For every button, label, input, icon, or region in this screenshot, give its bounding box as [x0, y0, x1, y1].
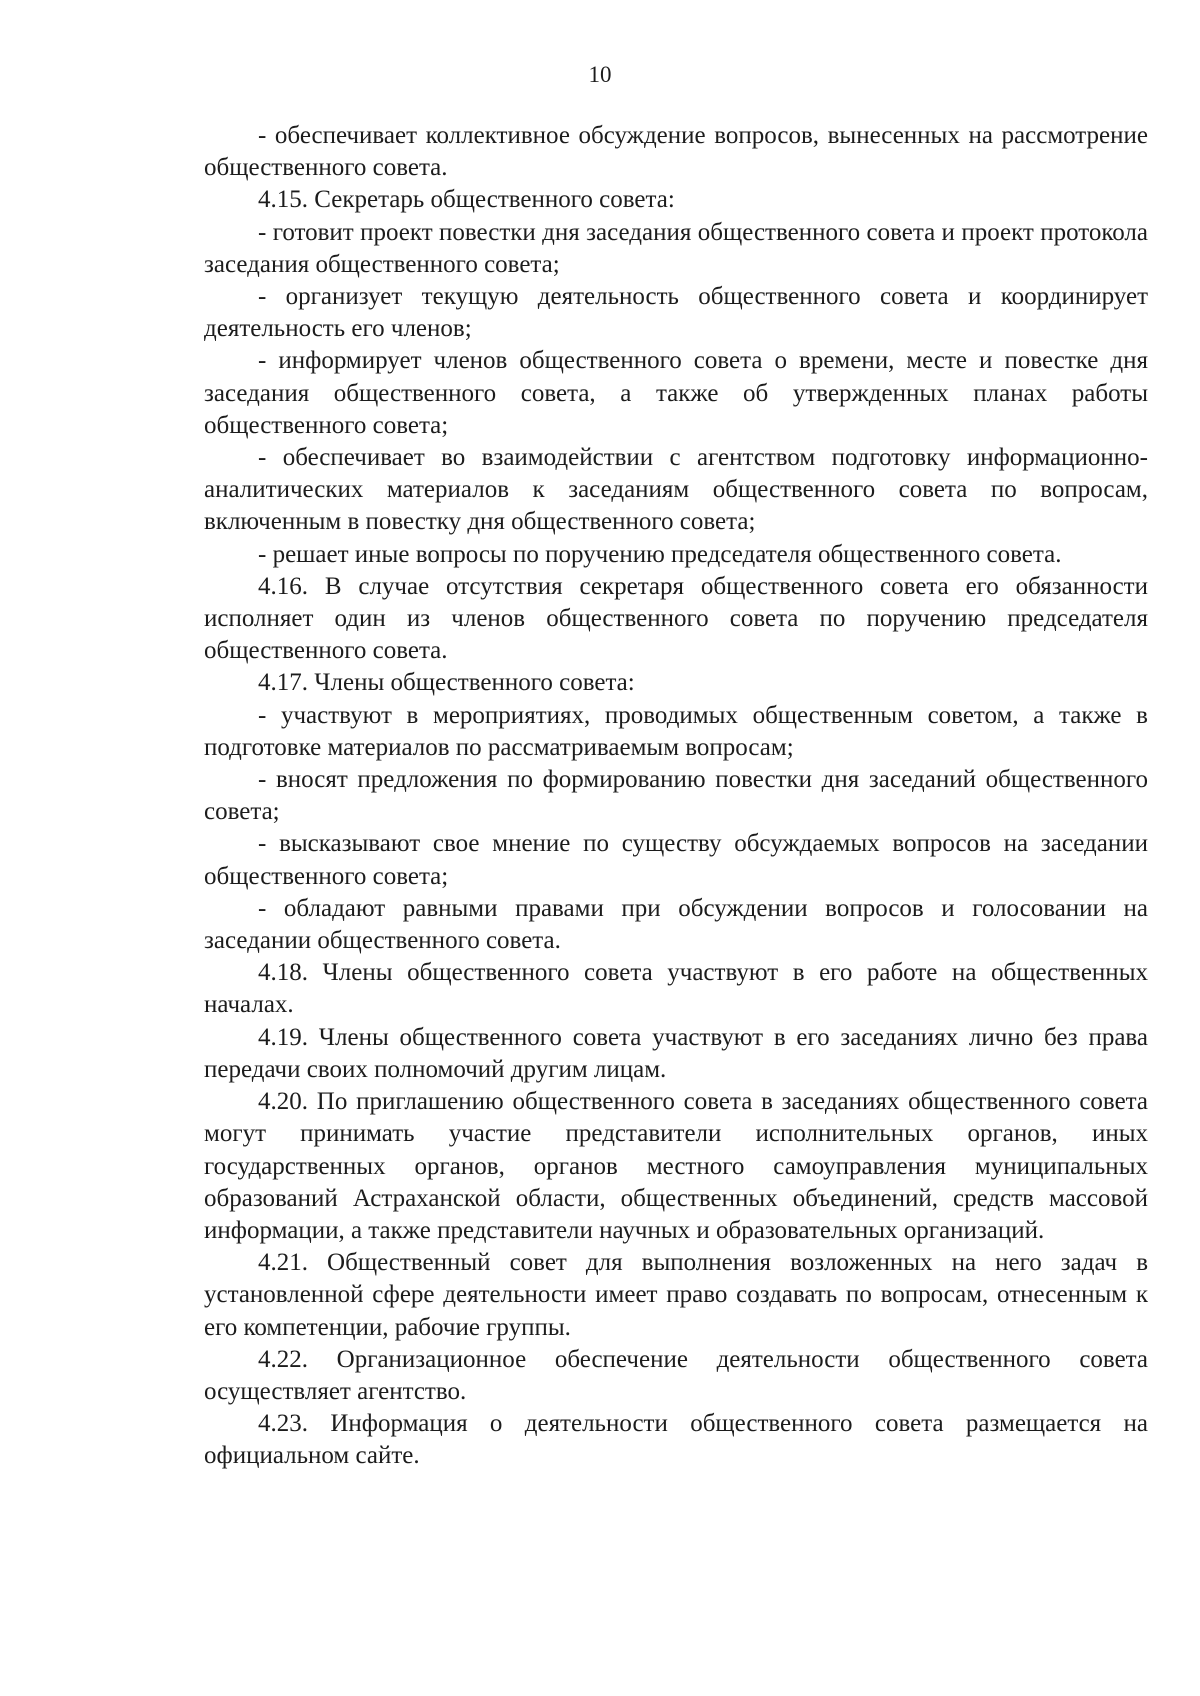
paragraph-4-20: 4.20. По приглашению общественного совета в заседаниях общественного совета могут принимать участие представители исполнительных органов, иных государственных органов, органов местного самоуправления муниципальных образований Астраханской области, общественных объединений, средств массовой информации, а также представители научных и образовательных организаций.: [204, 1088, 1148, 1244]
paragraph-bullet-agenda-proposals: - вносят предложения по формированию повестки дня заседаний общественного совета;: [204, 766, 1148, 826]
paragraph-4-23: 4.23. Информация о деятельности общественного совета размещается на официальном сайте.: [204, 1410, 1148, 1470]
paragraph-bullet-prepares-agenda: - готовит проект повестки дня заседания общественного совета и проект протокола заседания общественного совета;: [204, 218, 1148, 278]
paragraph-bullet-organizes-activity: - организует текущую деятельность общественного совета и координирует деятельность его членов;: [204, 283, 1148, 343]
document-body: [204, 120, 1148, 1473]
paragraph-4-18: 4.18. Члены общественного совета участвуют в его работе на общественных началах.: [204, 959, 1148, 1019]
paragraph-bullet-equal-rights: - обладают равными правами при обсуждении вопросов и голосовании на заседании общественного совета.: [204, 894, 1148, 955]
paragraph-4-17: 4.17. Члены общественного совета:: [258, 669, 635, 697]
paragraph-bullet-other-questions: - решает иные вопросы по поручению председателя общественного совета.: [258, 540, 1062, 568]
paragraph-4-19: 4.19. Члены общественного совета участвуют в его заседаниях лично без права передачи своих полномочий другим лицам.: [204, 1023, 1148, 1083]
paragraph-bullet-informs-members: - информирует членов общественного совета о времени, месте и повестке дня заседания общественного совета, а также об утвержденных планах работы общественного совета;: [204, 347, 1148, 439]
paragraph-bullet-participate-events: - участвуют в мероприятиях, проводимых общественным советом, а также в подготовке материалов по рассматриваемым вопросам;: [204, 701, 1148, 761]
paragraph-4-15: 4.15. Секретарь общественного совета:: [258, 186, 675, 214]
paragraph-4-22: 4.22. Организационное обеспечение деятельности общественного совета осуществляет агентство.: [204, 1345, 1148, 1405]
paragraph-bullet-express-opinion: - высказывают свое мнение по существу обсуждаемых вопросов на заседании общественного совета;: [204, 830, 1148, 890]
paragraph-4-16: 4.16. В случае отсутствия секретаря общественного совета его обязанности исполняет один из членов общественного совета по поручению председателя общественного совета.: [204, 572, 1148, 665]
page-number: 10: [588, 62, 612, 87]
paragraph-4-21: 4.21. Общественный совет для выполнения возложенных на него задач в установленной сфере деятельности имеет право создавать по вопросам, отнесенным к его компетенции, рабочие группы.: [204, 1249, 1148, 1341]
paragraph-bullet-collective-discussion: - обеспечивает коллективное обсуждение вопросов, вынесенных на рассмотрение общественного совета.: [204, 122, 1148, 182]
paragraph-bullet-analytical-materials: - обеспечивает во взаимодействии с агентством подготовку информационно-аналитических материалов к заседаниям общественного совета по вопросам, включенным в повестку дня общественного совета;: [204, 444, 1148, 536]
